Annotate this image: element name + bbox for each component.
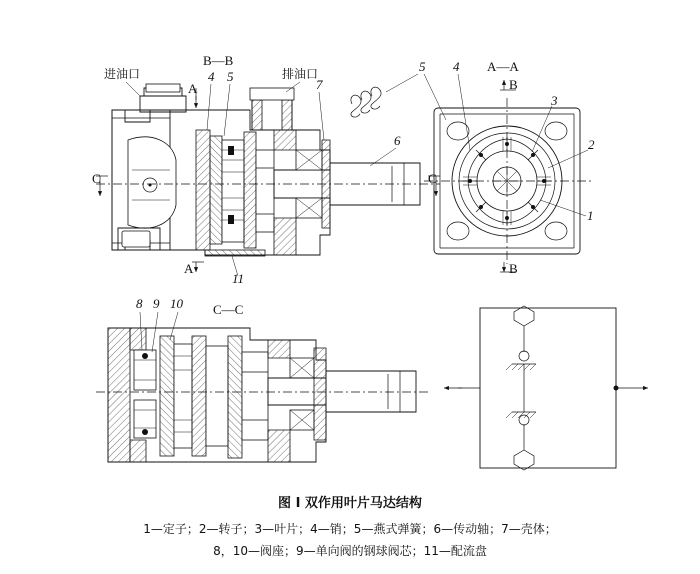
callout-3: 3 bbox=[551, 93, 558, 108]
callout-11: 11 bbox=[232, 271, 245, 286]
callout-C-left: C bbox=[92, 171, 101, 186]
callout-8: 8 bbox=[136, 296, 143, 311]
main-section-view bbox=[96, 82, 440, 276]
figure-legend-line-2: 8，10—阀座；9—单向阀的钢球阀芯；11—配流盘 bbox=[213, 544, 487, 558]
label-section-aa: A—A bbox=[487, 59, 519, 74]
callout-1: 1 bbox=[587, 208, 594, 223]
callout-A-top: A bbox=[188, 81, 198, 96]
figure-legend-line-1: 1—定子；2—转子；3—叶片；4—销；5—燕式弹簧；6—传动轴；7—壳体； bbox=[143, 522, 557, 536]
callout-4-top: 4 bbox=[208, 69, 215, 84]
spring-sketch bbox=[351, 74, 418, 117]
callout-A-bottom: A bbox=[184, 261, 194, 276]
callout-B-top: B bbox=[509, 77, 518, 92]
callout-6: 6 bbox=[394, 133, 401, 148]
hydraulic-schematic bbox=[444, 306, 648, 470]
label-outlet-port: 排油口 bbox=[282, 67, 319, 81]
callout-7: 7 bbox=[316, 77, 323, 92]
callout-9: 9 bbox=[153, 296, 160, 311]
callout-10: 10 bbox=[170, 296, 183, 311]
callout-C-right: C bbox=[428, 171, 437, 186]
label-inlet-port: 进油口 bbox=[104, 67, 141, 81]
end-view bbox=[424, 74, 592, 272]
label-section-bb: B—B bbox=[203, 53, 234, 68]
label-section-cc: C—C bbox=[213, 302, 244, 317]
callout-4-right: 4 bbox=[453, 59, 460, 74]
callout-2: 2 bbox=[588, 137, 595, 152]
figure-title: 图 I 双作用叶片马达结构 bbox=[278, 496, 422, 511]
bottom-section-view bbox=[96, 312, 430, 462]
callout-B-bottom: B bbox=[509, 261, 518, 276]
callout-5-top: 5 bbox=[227, 69, 234, 84]
callout-5-right: 5 bbox=[419, 59, 426, 74]
